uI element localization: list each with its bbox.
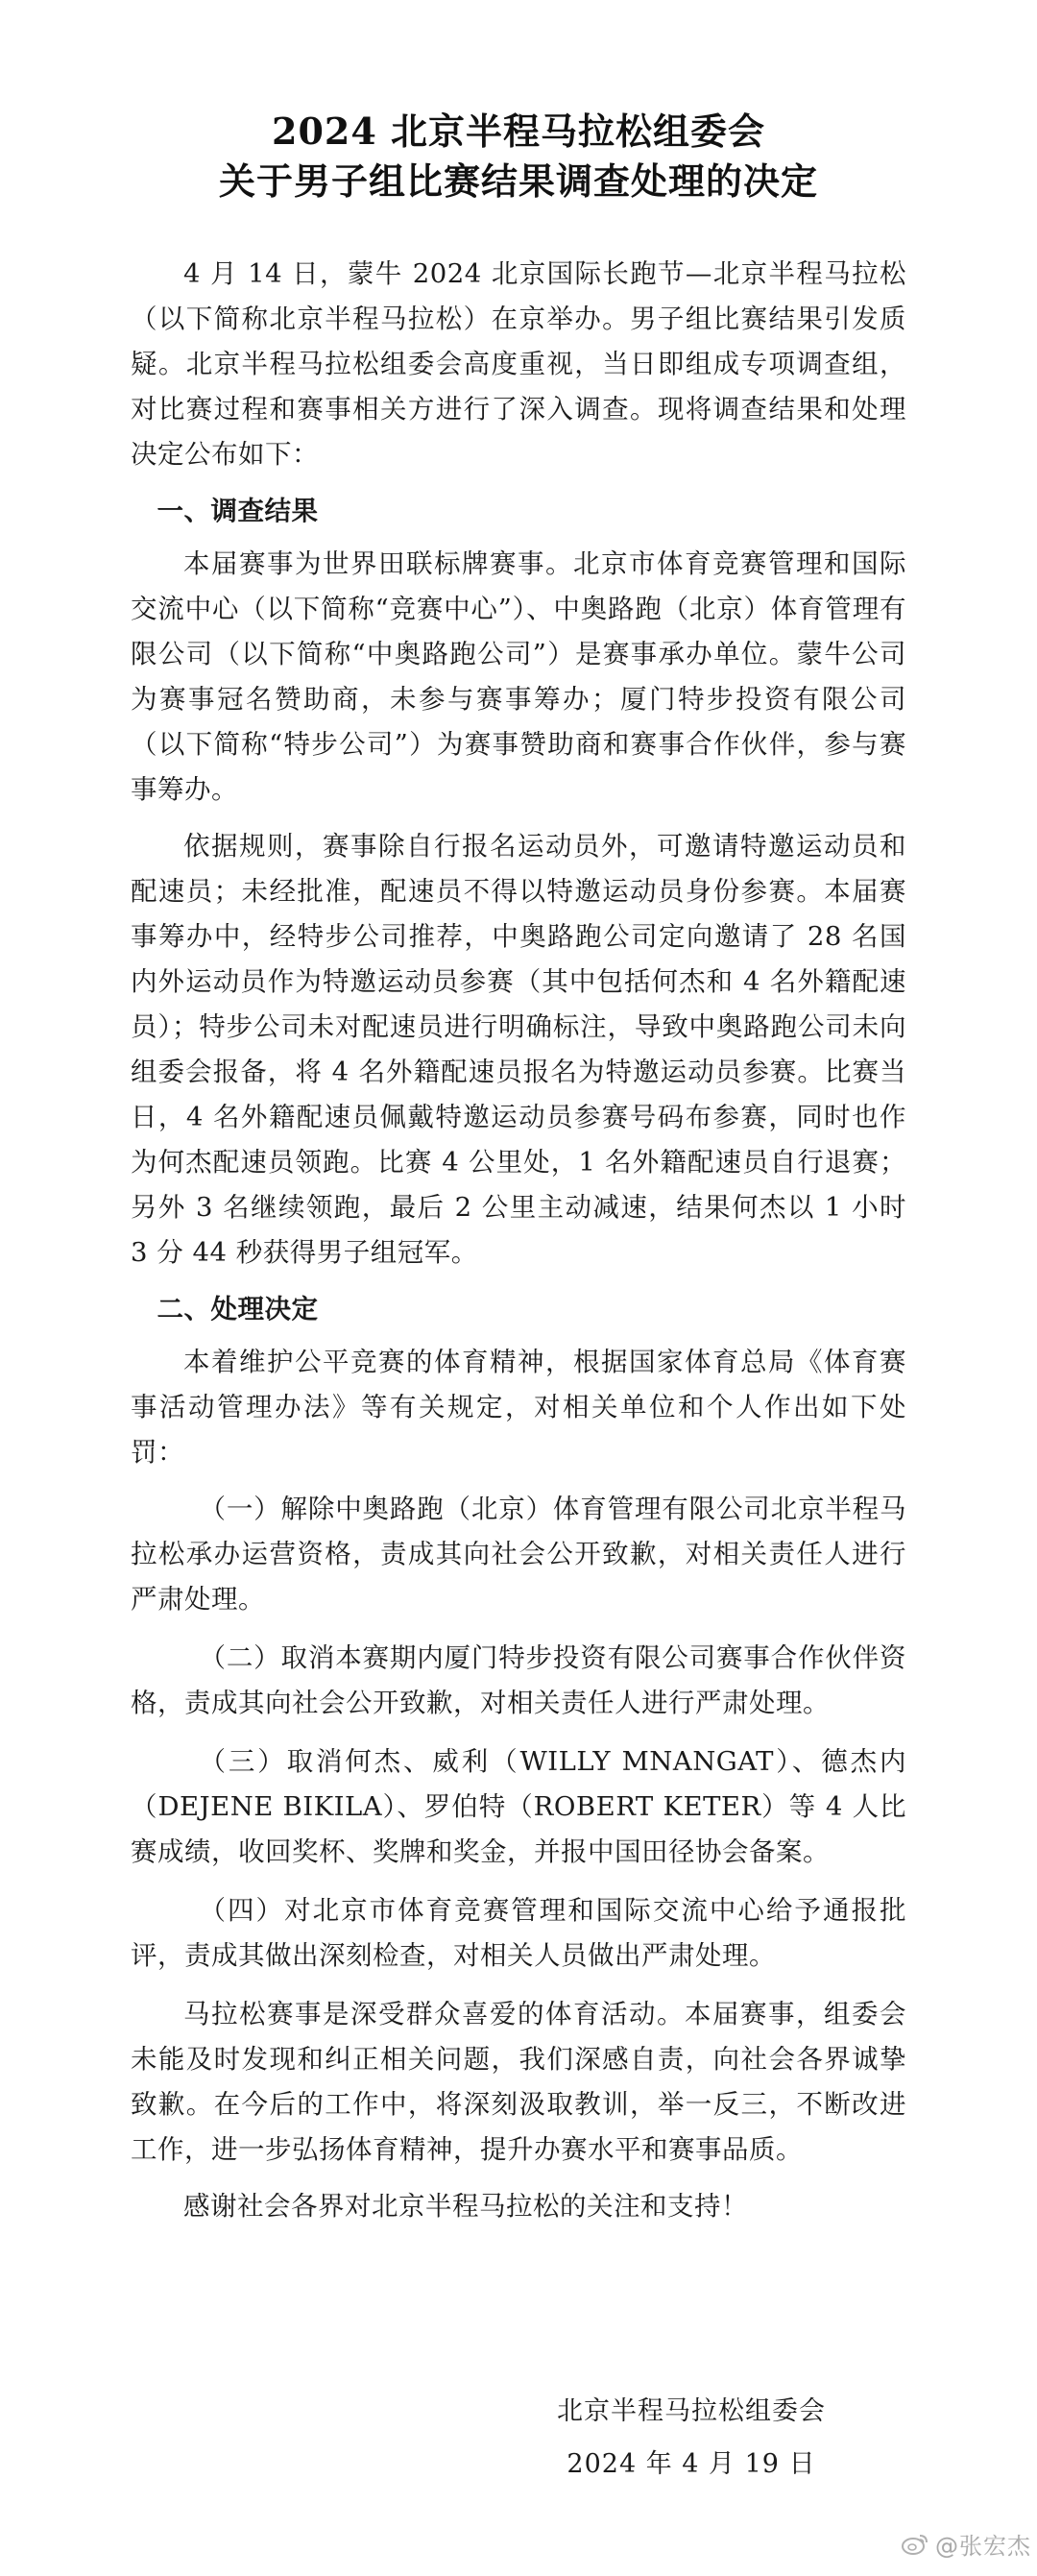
decision-paragraph: 本着维护公平竞赛的体育精神，根据国家体育总局《体育赛事活动管理办法》等有关规定，对相关单位和个人作出如下处罚： — [131, 1347, 906, 1468]
decision-item-4: （四）对北京市体育竞赛管理和国际交流中心给予通报批评，责成其做出深刻检查，对相关人员做出严肃处理。 — [131, 1895, 906, 1971]
signature-date: 2024 年 4 月 19 日 — [567, 2449, 816, 2479]
section-heading-decision: 二、处理决定 — [157, 1294, 319, 1324]
weibo-icon — [901, 2533, 929, 2556]
decision-item-1: （一）解除中奥路跑（北京）体育管理有限公司北京半程马拉松承办运营资格，责成其向社会公开致歉，对相关责任人进行严肃处理。 — [131, 1494, 906, 1615]
watermark — [901, 2527, 1031, 2561]
closing-paragraph-1: 马拉松赛事是深受群众喜爱的体育活动。本届赛事，组委会未能及时发现和纠正相关问题，我们深感自责，向社会各界诚挚致歉。在今后的工作中，将深刻汲取教训，举一反三，不断改进工作，进一步弘扬体育精神，提升办赛水平和赛事品质。 — [131, 1999, 906, 2165]
signature-organization: 北京半程马拉松组委会 — [557, 2396, 826, 2426]
intro-paragraph: 4 月 14 日，蒙牛 2024 北京国际长跑节—北京半程马拉松（以下简称北京半程马拉松）在京举办。男子组比赛结果引发质疑。北京半程马拉松组委会高度重视，当日即组成专项调查组，对比赛过程和赛事相关方进行了深入调查。现将调查结果和处理决定公布如下： — [131, 258, 906, 470]
watermark-text: @张宏杰 — [935, 2533, 1031, 2560]
document-title-line1: 2024 北京半程马拉松组委会 — [272, 109, 765, 153]
document-body — [131, 252, 906, 2241]
decision-item-3: （三）取消何杰、威利（WILLY MNANGAT）、德杰内（DEJENE BIKILA）、罗伯特（ROBERT KETER）等 4 人比赛成绩，收回奖杯、奖牌和奖金，并报中国田径协会备案。 — [131, 1746, 906, 1867]
investigation-paragraph-1: 本届赛事为世界田联标牌赛事。北京市体育竞赛管理和国际交流中心（以下简称“竞赛中心”）、中奥路跑（北京）体育管理有限公司（以下简称“中奥路跑公司”）是赛事承办单位。蒙牛公司为赛事冠名赞助商，未参与赛事筹办；厦门特步投资有限公司（以下简称“特步公司”）为赛事赞助商和赛事合作伙伴，参与赛事筹办。 — [131, 548, 906, 805]
document-title-line2: 关于男子组比赛结果调查处理的决定 — [218, 159, 818, 203]
closing-paragraph-2: 感谢社会各界对北京半程马拉松的关注和支持！ — [183, 2191, 748, 2222]
decision-item-2: （二）取消本赛期内厦门特步投资有限公司赛事合作伙伴资格，责成其向社会公开致歉，对相关责任人进行严肃处理。 — [131, 1642, 906, 1718]
section-heading-investigation: 一、调查结果 — [157, 496, 319, 526]
investigation-paragraph-2: 依据规则，赛事除自行报名运动员外，可邀请特邀运动员和配速员；未经批准，配速员不得以特邀运动员身份参赛。本届赛事筹办中，经特步公司推荐，中奥路跑公司定向邀请了 28 名国内外运动员作为特邀运动员参赛（其中包括何杰和 4 名外籍配速员）；特步公司未对配速员进行明确标注，导致中奥路跑公司未向组委会报备，将 4 名外籍配速员报名为特邀运动员参赛。比赛当日，4 名外籍配速员佩戴特邀运动员参赛号码布参赛，同时也作为何杰配速员领跑。比赛 4 公里处，1 名外籍配速员自行退赛；另外 3 名继续领跑，最后 2 公里主动减速，结果何杰以 1 小时 3 分 44 秒获得男子组冠军。 — [131, 831, 906, 1268]
